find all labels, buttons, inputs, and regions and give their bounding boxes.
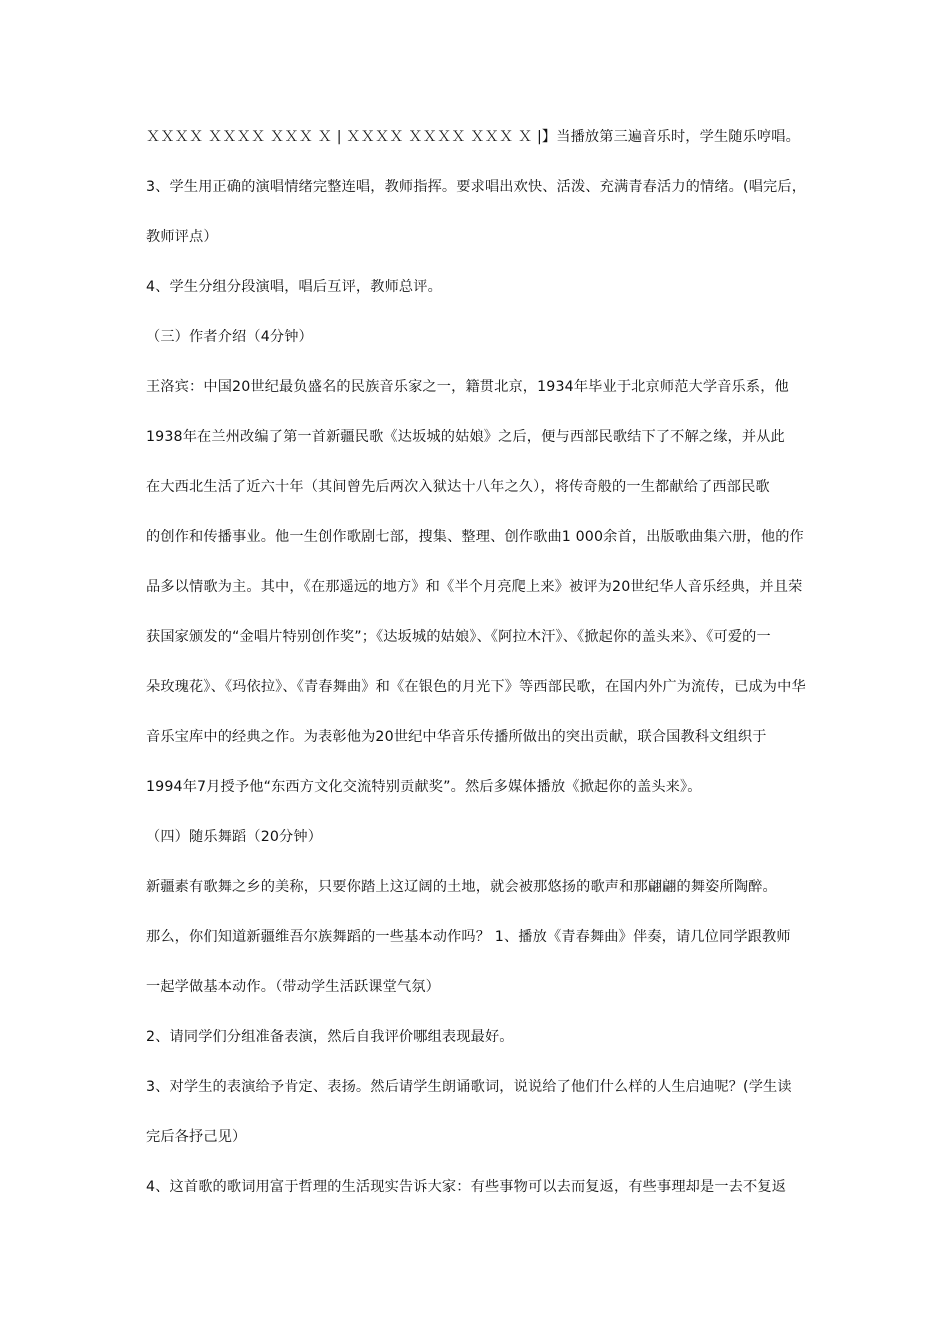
text-line: 2、请同学们分组准备表演，然后自我评价哪组表现最好。	[146, 1029, 514, 1045]
text-line: 获国家颁发的“金唱片特别创作奖”；《达坂城的姑娘》、《阿拉木汗》、《掀起你的盖头来》、《可爱的一	[146, 629, 771, 645]
text-line: ＸＸＸＸ ＸＸＸＸ ＸＸＸ Ｘ | ＸＸＸＸ ＸＸＸＸ ＸＸＸ Ｘ |】当播放第三遍音乐时，学生随乐哼唱。	[146, 129, 800, 145]
text-line: 王洛宾：中国20世纪最负盛名的民族音乐家之一，籍贯北京，1934年毕业于北京师范大学音乐系，他	[146, 379, 789, 395]
text-line: 4、学生分组分段演唱，唱后互评，教师总评。	[146, 279, 442, 295]
text-line: 朵玫瑰花》、《玛依拉》、《青春舞曲》和《在银色的月光下》等西部民歌，在国内外广为流传，已成为中华	[146, 679, 806, 695]
text-line: 在大西北生活了近六十年（其间曾先后两次入狱达十八年之久），将传奇般的一生都献给了西部民歌	[146, 479, 770, 495]
section-heading: （四）随乐舞蹈（20分钟）	[146, 829, 323, 845]
text-line: 完后各抒己见）	[146, 1129, 247, 1145]
text-line: 的创作和传播事业。他一生创作歌剧七部，搜集、整理、创作歌曲1 000余首，出版歌曲集六册，他的作	[146, 529, 804, 545]
text-line: 1938年在兰州改编了第一首新疆民歌《达坂城的姑娘》之后，便与西部民歌结下了不解之缘，并从此	[146, 429, 785, 445]
text-line: 一起学做基本动作。（带动学生活跃课堂气氛）	[146, 979, 440, 995]
text-line: 音乐宝库中的经典之作。为表彰他为20世纪中华音乐传播所做出的突出贡献，联合国教科文组织于	[146, 729, 767, 745]
text-line: 那么，你们知道新疆维吾尔族舞蹈的一些基本动作吗？ 1、播放《青春舞曲》伴奏，请几位同学跟教师	[146, 929, 791, 945]
text-line: 品多以情歌为主。其中，《在那遥远的地方》和《半个月亮爬上来》被评为20世纪华人音乐经典，并且荣	[146, 579, 803, 595]
text-line: 3、对学生的表演给予肯定、表扬。然后请学生朗诵歌词，说说给了他们什么样的人生启迪呢？(学生读	[146, 1079, 792, 1095]
section-heading: （三）作者介绍（4分钟）	[146, 329, 313, 345]
text-line: 教师评点）	[146, 229, 218, 245]
text-line: 3、学生用正确的演唱情绪完整连唱，教师指挥。要求唱出欢快、活泼、充满青春活力的情绪。(唱完后，	[146, 179, 807, 195]
text-line: 新疆素有歌舞之乡的美称，只要你踏上这辽阔的土地，就会被那悠扬的歌声和那翩翩的舞姿所陶醉。	[146, 879, 777, 895]
text-line: 1994年7月授予他“东西方文化交流特别贡献奖”。然后多媒体播放《掀起你的盖头来》。	[146, 779, 702, 795]
text-line: 4、这首歌的歌词用富于哲理的生活现实告诉大家：有些事物可以去而复返，有些事理却是一去不复返	[146, 1179, 787, 1195]
